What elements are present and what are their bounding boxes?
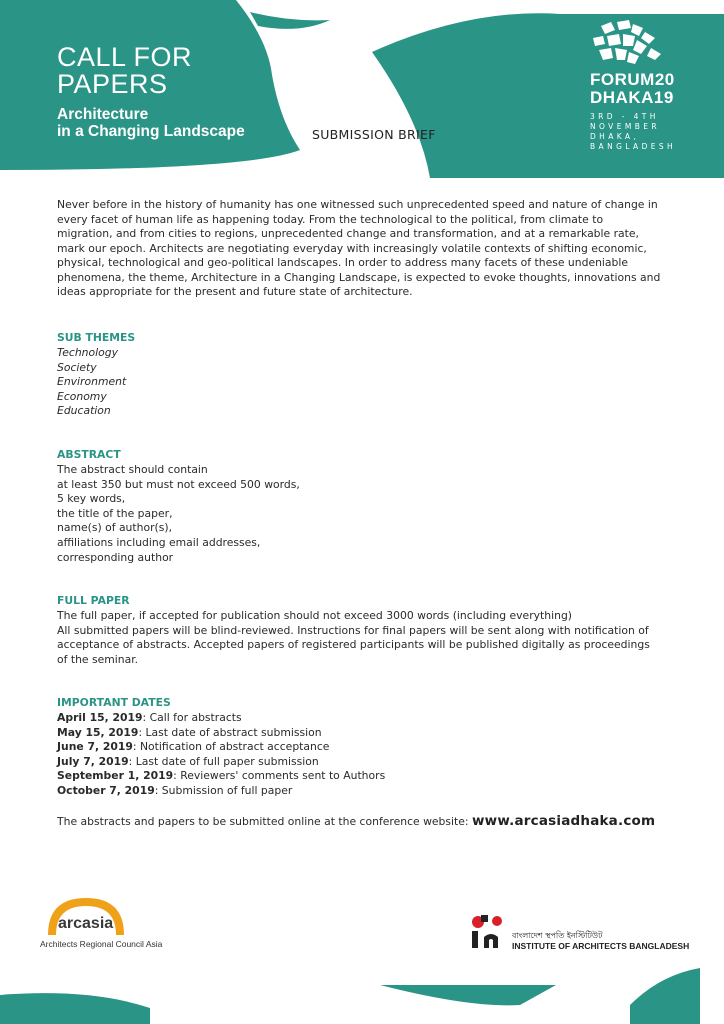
date-value: July 7, 2019 — [57, 754, 129, 768]
sub-themes-heading: SUB THEMES — [57, 331, 136, 344]
list-item — [57, 784, 385, 799]
arcasia-fullname: Architects Regional Council Asia — [40, 939, 163, 949]
list-item: Technology — [57, 346, 118, 359]
full-paper-line1: The full paper, if accepted for publication should not exceed 3000 words (including everything) — [57, 609, 573, 622]
date-value: June 7, 2019 — [57, 740, 133, 754]
forum-logo-icon — [581, 18, 671, 72]
date-desc: : Last date of abstract submission — [138, 725, 322, 739]
date-desc: : Last date of full paper submission — [128, 754, 319, 768]
forum-dates-line1: 3RD - 4TH — [590, 112, 659, 121]
submission-text: The abstracts and papers to be submitted online at the conference website: — [57, 815, 472, 828]
list-item — [57, 769, 385, 784]
submission-brief-label: SUBMISSION BRIEF — [312, 127, 436, 142]
forum-dates-line2: NOVEMBER — [590, 122, 661, 131]
list-item — [57, 726, 385, 741]
website-link[interactable]: www.arcasiadhaka.com — [471, 813, 656, 829]
iab-name-english: INSTITUTE OF ARCHITECTS BANGLADESH — [512, 941, 690, 951]
hero-title-line2: PAPERS — [57, 69, 168, 99]
list-item — [57, 740, 385, 755]
date-value: September 1, 2019 — [57, 769, 174, 783]
sub-themes-list — [57, 346, 126, 419]
date-desc: : Call for abstracts — [142, 711, 242, 724]
date-value: October 7, 2019 — [57, 783, 155, 797]
full-paper-body — [57, 609, 662, 667]
abstract-heading: ABSTRACT — [57, 448, 121, 461]
iab-logo-icon — [472, 915, 502, 948]
date-desc: : Submission of full paper — [154, 783, 293, 797]
date-value: May 15, 2019 — [57, 725, 139, 739]
hero-title — [57, 44, 192, 98]
list-item — [57, 711, 385, 726]
full-paper-heading: FULL PAPER — [57, 594, 130, 607]
footer-shape-right — [630, 968, 700, 1024]
list-item: at least 350 but must not exceed 500 words, — [57, 477, 300, 491]
list-item — [57, 755, 385, 770]
forum-dates-line4: BANGLADESH — [590, 142, 677, 151]
hero-subtitle-line1: Architecture — [57, 106, 149, 123]
list-item: the title of the paper, — [57, 506, 173, 520]
footer-shape-center — [380, 985, 556, 1005]
list-item: affiliations including email addresses, — [57, 535, 261, 549]
list-item: Environment — [57, 375, 127, 389]
hero-subtitle — [57, 106, 245, 140]
header-sliver-top — [250, 12, 330, 29]
date-desc: : Reviewers' comments sent to Authors — [173, 769, 386, 783]
list-item: Economy — [57, 389, 107, 403]
list-item: corresponding author — [57, 550, 174, 564]
important-dates-heading: IMPORTANT DATES — [57, 696, 171, 709]
iab-name-bengali: বাংলাদেশ স্থপতি ইনস্টিটিউট — [512, 931, 603, 940]
date-desc: : Notification of abstract acceptance — [132, 740, 330, 754]
list-item: The abstract should contain — [57, 463, 208, 476]
hero-subtitle-line2: in a Changing Landscape — [57, 123, 245, 140]
list-item: name(s) of author(s), — [57, 521, 173, 535]
forum-name-line2: DHAKA19 — [590, 88, 674, 107]
list-item: 5 key words, — [57, 492, 126, 506]
forum-name-line1: FORUM20 — [590, 70, 675, 89]
abstract-list — [57, 463, 300, 565]
forum-dates — [590, 112, 680, 152]
intro-paragraph: Never before in the history of humanity has one witnessed such unprecedented speed and nature of change in every facet of human life as happening today. From the technological to the political, from climate to migration, and from cities to regions, unprecedented change and transformation, and at a remarkable rate, mark our epoch. Architects are negotiating everyday with increasingly volatile contexts of shifting economic, physical, technological and geo-political landscapes. In order to address many facets of these undeniable phenomena, the theme, Architecture in a Changing Landscape, is expected to evoke thoughts, innovations and ideas appropriate for the present and future state of architecture. — [57, 198, 661, 298]
full-paper-line2: All submitted papers will be blind-reviewed. Instructions for final papers will be sent along with notification of acceptance of abstracts. Accepted papers of registered participants will be published digitally as proceedings of the seminar. — [57, 623, 650, 666]
list-item: Society — [57, 360, 97, 374]
forum-name — [590, 71, 675, 107]
date-value: April 15, 2019 — [57, 711, 143, 724]
list-item: Education — [57, 404, 111, 418]
submission-note — [57, 814, 662, 830]
arcasia-wordmark: arcasia — [58, 915, 114, 932]
hero-title-line1: CALL FOR — [57, 42, 193, 72]
forum-dates-line3: DHAKA, — [590, 132, 640, 141]
footer-shape-left — [0, 993, 150, 1024]
important-dates-list — [57, 711, 385, 799]
